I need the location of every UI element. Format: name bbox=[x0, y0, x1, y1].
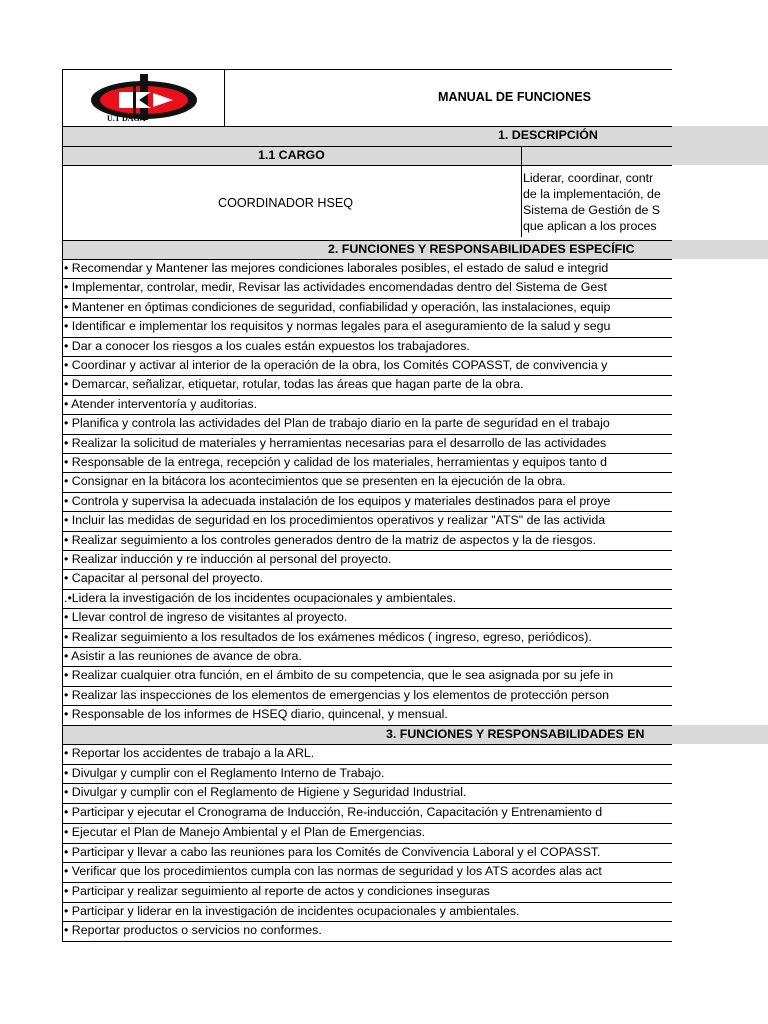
list-item bbox=[62, 628, 672, 647]
list-item bbox=[62, 453, 672, 472]
list-item bbox=[62, 882, 672, 902]
list-item-text: • Identificar e implementar los requisitos y normas legales para el aseguramiento de la salud y segu bbox=[64, 319, 611, 334]
list-item-text: • Llevar control de ingreso de visitantes al proyecto. bbox=[64, 610, 348, 625]
section3-title: 3. FUNCIONES Y RESPONSABILIDADES EN bbox=[386, 727, 645, 741]
row-border bbox=[62, 941, 672, 942]
list-item-text: • Participar y llevar a cabo las reuniones para los Comités de Convivencia Laboral y el COPASST. bbox=[64, 844, 601, 859]
list-item-text: • Participar y realizar seguimiento al reporte de actos y condiciones inseguras bbox=[64, 883, 490, 898]
list-item-text: • Realizar seguimiento a los controles generados dentro de la matriz de aspectos y la de riesgos. bbox=[64, 532, 596, 547]
cargo-description-line: Liderar, coordinar, contr bbox=[523, 171, 654, 185]
list-item bbox=[62, 492, 672, 511]
list-item-text: • Reportar productos o servicios no conformes. bbox=[64, 923, 322, 938]
list-item-text: • Consignar en la bitácora los acontecimientos que se presenten en la ejecución de la obra. bbox=[64, 474, 566, 489]
list-item bbox=[62, 686, 672, 705]
table-border-top bbox=[62, 69, 672, 70]
list-item-text: • Verificar que los procedimientos cumpla con las normas de seguridad y los ATS acordes alas act bbox=[64, 864, 602, 879]
list-item-text: • Ejecutar el Plan de Manejo Ambiental y el Plan de Emergencias. bbox=[64, 824, 426, 839]
list-item bbox=[62, 259, 672, 278]
list-item-text: • Divulgar y cumplir con el Reglamento Interno de Trabajo. bbox=[64, 765, 385, 780]
logo-text: U.T DAGA bbox=[107, 114, 146, 123]
list-item bbox=[62, 608, 672, 627]
list-item-text: .•Lidera la investigación de los incidentes ocupacionales y ambientales. bbox=[64, 590, 457, 605]
list-item bbox=[62, 823, 672, 843]
cargo-value: COORDINADOR HSEQ bbox=[218, 196, 354, 210]
list-item bbox=[62, 337, 672, 356]
list-item-text: • Realizar seguimiento a los resultados de los exámenes médicos ( ingreso, egreso, periódicos). bbox=[64, 629, 592, 644]
section2-title: 2. FUNCIONES Y RESPONSABILIDADES ESPECÍFIC bbox=[328, 242, 635, 256]
cargo-divider bbox=[521, 146, 522, 237]
list-item bbox=[62, 862, 672, 882]
list-item-text: • Realizar la solicitud de materiales y herramientas necesarias para el desarrollo de las actividades bbox=[64, 435, 607, 450]
list-item bbox=[62, 395, 672, 414]
list-item bbox=[62, 569, 672, 588]
company-logo bbox=[89, 74, 199, 126]
list-item bbox=[62, 744, 672, 764]
list-item-text: • Recomendar y Mantener las mejores condiciones laborales posibles, el estado de salud e integrid bbox=[64, 261, 609, 275]
list-item-text: • Implementar, controlar, medir, Revisar las actividades encomendadas dentro del Sistema de Gest bbox=[64, 280, 607, 295]
list-item bbox=[62, 511, 672, 530]
list-item-text: • Incluir las medidas de seguridad en los procedimientos operativos y realizar "ATS" de las activida bbox=[64, 513, 606, 528]
list-item bbox=[62, 764, 672, 784]
list-item bbox=[62, 783, 672, 803]
list-item-text: • Demarcar, señalizar, etiquetar, rotular, todas las áreas que hagan parte de la obra. bbox=[64, 377, 524, 392]
list-item bbox=[62, 550, 672, 569]
list-item bbox=[62, 278, 672, 297]
cargo-description-line: de la implementación, de bbox=[523, 187, 661, 201]
list-item-text: • Participar y liderar en la investigación de incidentes ocupacionales y ambientales. bbox=[64, 903, 520, 918]
cargo-description-line: que aplican a los proces bbox=[523, 219, 657, 233]
list-item bbox=[62, 356, 672, 375]
list-item-text: • Mantener en óptimas condiciones de seguridad, confiabilidad y operación, las instalaciones, equip bbox=[64, 299, 611, 314]
document-title: MANUAL DE FUNCIONES bbox=[438, 90, 591, 104]
list-item bbox=[62, 298, 672, 317]
list-item-text: • Reportar los accidentes de trabajo a la ARL. bbox=[64, 746, 315, 760]
list-item bbox=[62, 434, 672, 453]
list-item-text: • Atender interventoría y auditorias. bbox=[64, 396, 258, 411]
cargo-description-line: Sistema de Gestión de S bbox=[523, 203, 661, 217]
list-item-text: • Responsable de los informes de HSEQ diario, quincenal, y mensual. bbox=[64, 707, 448, 722]
row-border bbox=[62, 165, 672, 166]
list-item bbox=[62, 531, 672, 550]
header-divider bbox=[224, 69, 225, 126]
list-item-text: • Capacitar al personal del proyecto. bbox=[64, 571, 264, 586]
list-item-text: • Asistir a las reuniones de avance de obra. bbox=[64, 649, 302, 663]
list-item-text: • Realizar inducción y re inducción al personal del proyecto. bbox=[64, 552, 392, 566]
list-item bbox=[62, 647, 672, 666]
row-border bbox=[62, 146, 672, 147]
list-item bbox=[62, 902, 672, 922]
list-item-text: • Participar y ejecutar el Cronograma de Inducción, Re-inducción, Capacitación y Entrenamiento d bbox=[64, 805, 603, 820]
list-item-text: • Coordinar y activar al interior de la operación de la obra, los Comités COPASST, de convivencia y bbox=[64, 358, 608, 372]
list-item bbox=[62, 317, 672, 336]
list-item bbox=[62, 843, 672, 863]
list-item-text: • Realizar cualquier otra función, en el ámbito de su competencia, que le sea asignada por su jefe in bbox=[64, 668, 614, 683]
section1-title: 1. DESCRIPCIÓN bbox=[498, 128, 598, 142]
list-item-text: • Dar a conocer los riesgos a los cuales están expuestos los trabajadores. bbox=[64, 338, 470, 353]
list-item bbox=[62, 589, 672, 608]
list-item-text: • Divulgar y cumplir con el Reglamento de Higiene y Seguridad Industrial. bbox=[64, 785, 467, 800]
list-item bbox=[62, 414, 672, 433]
list-item-text: • Planifica y controla las actividades del Plan de trabajo diario en la parte de seguridad en el trabajo bbox=[64, 416, 610, 431]
list-item bbox=[62, 472, 672, 491]
list-item bbox=[62, 803, 672, 823]
list-item-text: • Responsable de la entrega, recepción y calidad de los materiales, herramientas y equipos tanto d bbox=[64, 455, 607, 469]
list-item bbox=[62, 375, 672, 394]
cargo-label: 1.1 CARGO bbox=[258, 148, 325, 162]
list-item bbox=[62, 666, 672, 685]
list-item bbox=[62, 921, 672, 941]
list-item-text: • Controla y supervisa la adecuada instalación de los equipos y materiales destinados para el proye bbox=[64, 493, 611, 508]
list-item-text: • Realizar las inspecciones de los elementos de emergencias y los elementos de protección person bbox=[64, 687, 610, 702]
list-item bbox=[62, 705, 672, 724]
